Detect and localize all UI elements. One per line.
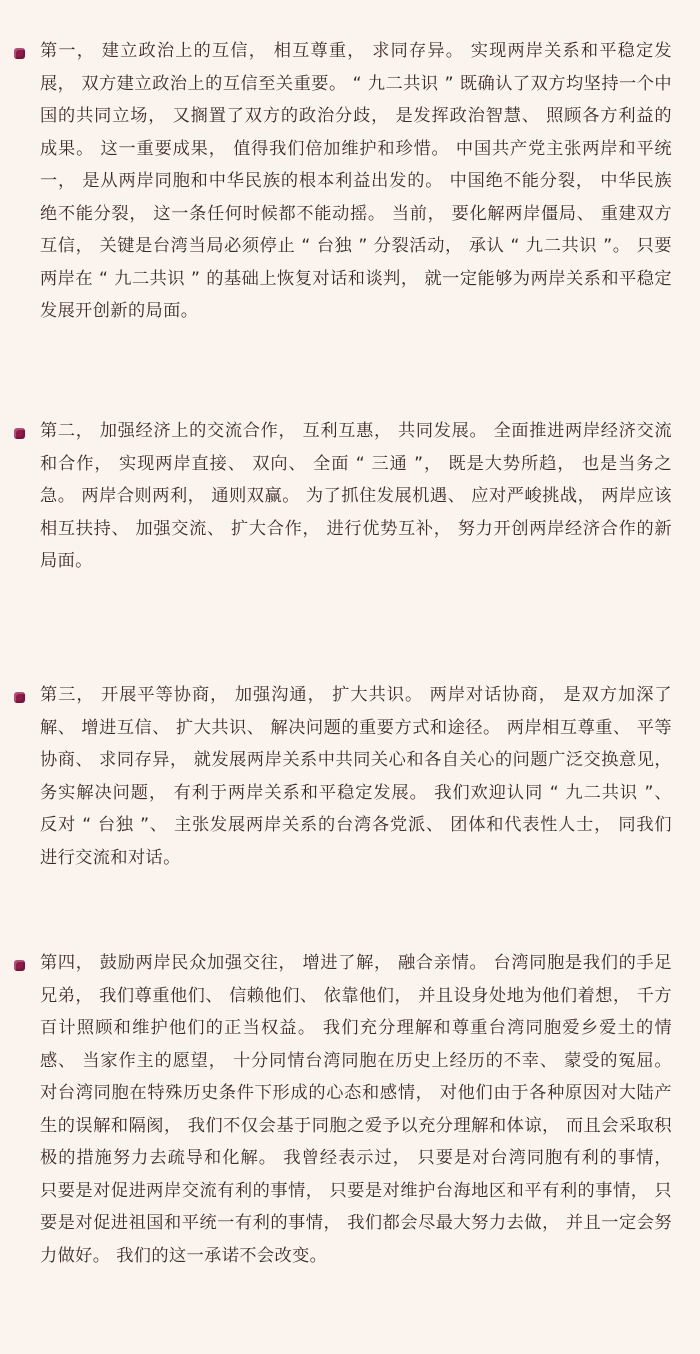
square-bullet-icon — [14, 48, 25, 59]
paragraph-text: 第四， 鼓励两岸民众加强交往， 增进了解， 融合亲情。 台湾同胞是我们的手足兄弟， 我们尊重他们、 信赖他们、 依靠他们， 并且设身处地为他们着想， 千方百计照顾和维护他们的正当权益。 我们充分理解和尊重台湾同胞爱乡爱土的情感、 当家作主的愿望， 十分同情台湾同胞在历史上经历的不幸、 蒙受的冤屈。 对台湾同胞在特殊历史条件下形成的心态和感情， 对他们由于各种原因对大陆产生的误解和隔阂， 我们不仅会基于同胞之爱予以充分理解和体谅， 而且会采取积极的措施努力去疏导和化解。 我曾经表示过， 只要是对台湾同胞有利的事情， 只要是对促进两岸交流有利的事情， 只要是对维护台海地区和平有利的事情， 只要是对促进祖国和平统一有利的事情， 我们都会尽最大努力去做， 并且一定会努力做好。 我们的这一承诺不会改变。 — [40, 953, 672, 1266]
paragraph-text: 第二， 加强经济上的交流合作， 互利互惠， 共同发展。 全面推进两岸经济交流和合作， 实现两岸直接、 双向、 全面 “ 三通 ”， 既是大势所趋， 也是当务之急。 两岸合则两利， 通则双赢。 为了抓住发展机遇、 应对严峻挑战， 两岸应该相互扶持、 加强交流、 扩大合作， 进行优势互补， 努力开创两岸经济合作的新局面。 — [40, 421, 672, 571]
square-bullet-icon — [14, 960, 25, 971]
paragraph-text: 第一， 建立政治上的互信， 相互尊重， 求同存异。 实现两岸关系和平稳定发展， 双方建立政治上的互信至关重要。 “ 九二共识 ” 既确认了双方均坚持一个中国的共同立场， 又搁置了双方的政治分歧， 是发挥政治智慧、 照顾各方利益的成果。 这一重要成果， 值得我们倍加维护和珍惜。 中国共产党主张两岸和平统一， 是从两岸同胞和中华民族的根本利益出发的。 中国绝不能分裂， 中华民族绝不能分裂， 这一条任何时候都不能动摇。 当前， 要化解两岸僵局、 重建双方互信， 关键是台湾当局必须停止 “ 台独 ” 分裂活动， 承认 “ 九二共识 ”。 只要两岸在 “ 九二共识 ” 的基础上恢复对话和谈判， 就一定能够为两岸关系和平稳定发展开创新的局面。 — [40, 41, 672, 321]
square-bullet-icon — [14, 692, 25, 703]
square-bullet-icon — [14, 428, 25, 439]
paragraph-text: 第三， 开展平等协商， 加强沟通， 扩大共识。 两岸对话协商， 是双方加深了解、 增进互信、 扩大共识、 解决问题的重要方式和途径。 两岸相互尊重、 平等协商、 求同存异， 就发展两岸关系中共同关心和各自关心的问题广泛交换意见， 务实解决问题， 有利于两岸关系和平稳定发展。 我们欢迎认同 “ 九二共识 ”、 反对 “ 台独 ”、 主张发展两岸关系的台湾各党派、 团体和代表性人士， 同我们进行交流和对话。 — [40, 685, 672, 868]
